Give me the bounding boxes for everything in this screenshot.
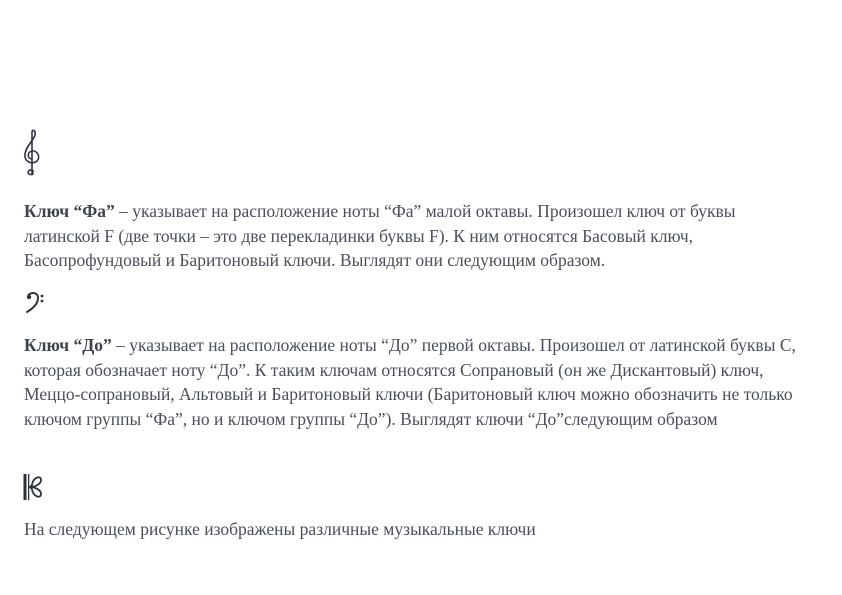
- treble-clef-icon: [22, 128, 42, 178]
- bass-clef-icon: [24, 290, 46, 314]
- alto-clef-icon: [23, 473, 43, 501]
- do-clef-text: – указывает на расположение ноты “До” первой октавы. Произошел от латинской буквы C, которая обозначает ноту “До”. К таким ключам относятся Сопрановый (он же Дискантовый) ключ, Меццо-сопрановый, Альтовый и Баритоновый ключи (Баритоновый ключ можно обозначить не только ключом группы “Фа”, но и ключом группы “До”). Выглядят ключи “До”следующим образом: [24, 335, 796, 429]
- paragraph-do-clef: [24, 333, 814, 431]
- fa-clef-label: Ключ “Фа”: [24, 201, 115, 221]
- fa-clef-text: – указывает на расположение ноты “Фа” малой октавы. Произошел ключ от буквы латинской F (две точки – это две перекладинки буквы F). К ним относятся Басовый ключ, Басопрофундовый и Баритоновый ключи. Выглядят они следующим образом.: [24, 201, 736, 271]
- do-clef-label: Ключ “До”: [24, 335, 112, 355]
- paragraph-fa-clef: [24, 199, 814, 273]
- caption-text: На следующем рисунке изображены различные музыкальные ключи: [24, 519, 536, 539]
